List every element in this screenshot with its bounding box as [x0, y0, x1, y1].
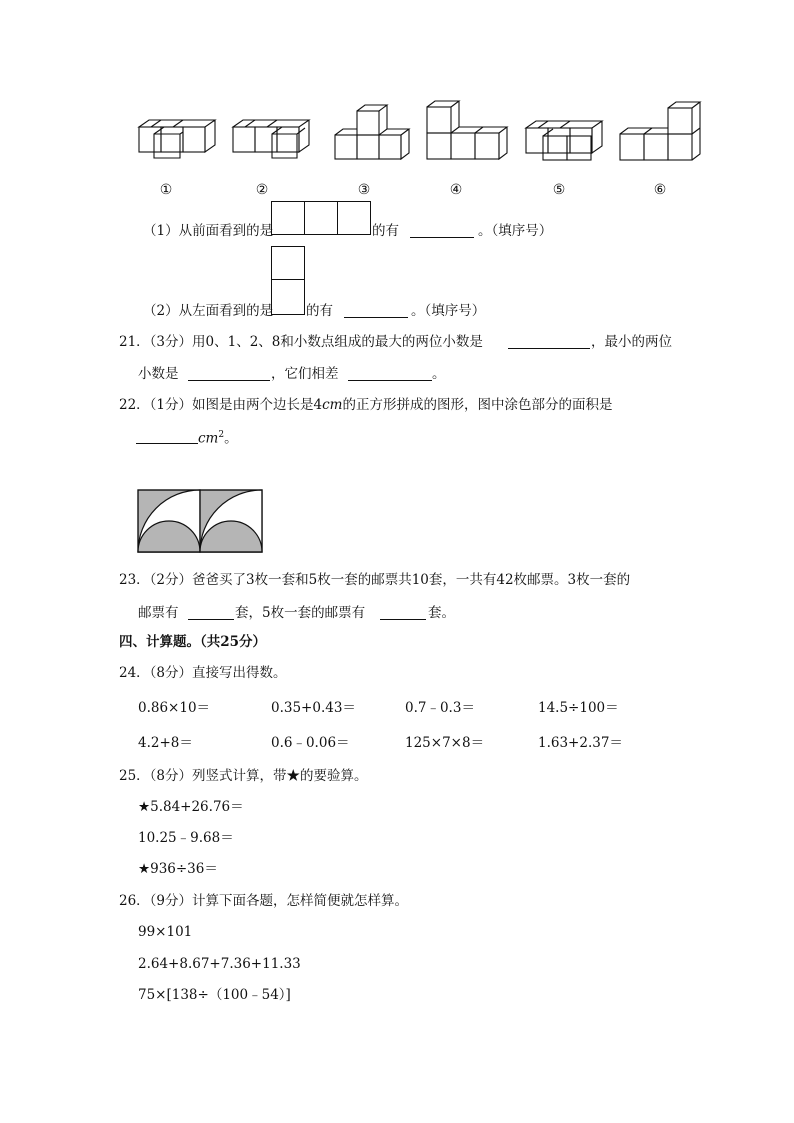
q21-diff-blank[interactable] — [348, 366, 432, 381]
q24-item: 1.63+2.37＝ — [538, 735, 623, 751]
figure-label-5: ⑤ — [552, 182, 566, 198]
figure-label-4: ④ — [449, 182, 463, 198]
q21-line1a: 21．（3分）用0、1、2、8和小数点组成的最大的两位小数是 — [119, 334, 483, 350]
q24-item: 0.86×10＝ — [138, 700, 211, 716]
q21-max-blank[interactable] — [508, 334, 590, 349]
q21-min-blank[interactable] — [188, 366, 270, 381]
q24-item: 125×7×8＝ — [405, 735, 485, 751]
q24-item: 4.2+8＝ — [138, 735, 193, 751]
q25-item: 10.25﹣9.68＝ — [138, 830, 234, 846]
q26-item: 75×[138÷（100﹣54）] — [138, 987, 291, 1003]
q21-line2a: 小数是 — [138, 366, 179, 382]
q21-line1b: ，最小的两位 — [591, 334, 672, 350]
cube-figure-4 — [427, 101, 507, 159]
q24-item: 14.5÷100＝ — [538, 700, 619, 716]
q22-end: 。 — [224, 430, 238, 447]
q20-sub2-answer-blank[interactable] — [344, 303, 408, 318]
figure-label-3: ③ — [357, 182, 371, 198]
section-4-title: 四、计算题。（共25分） — [119, 634, 267, 650]
q23-three-set-blank[interactable] — [188, 605, 234, 620]
q25-item: ★936÷36＝ — [138, 861, 218, 877]
q20-sub1-suffix: 的有 — [372, 223, 399, 239]
q24-item: 0.35+0.43＝ — [271, 700, 356, 716]
shaded-squares-figure — [137, 489, 265, 553]
q22-area-blank[interactable] — [136, 429, 198, 444]
q26-item: 2.64+8.67+7.36+11.33 — [138, 956, 301, 972]
q22-line1d: 的正方形拼成的图形，图中涂色部分的面积是 — [342, 397, 613, 413]
cube-figure-1 — [139, 120, 215, 158]
figure-label-1: ① — [159, 182, 173, 198]
figure-label-2: ② — [255, 182, 269, 198]
q25-item: ★5.84+26.76＝ — [138, 799, 244, 815]
q26-item: 99×101 — [138, 924, 193, 940]
q26-title: 26．（9分）计算下面各题，怎样简便就怎样算。 — [119, 893, 409, 909]
q22-unit-sup: 2 — [218, 430, 225, 440]
q23-line2b: 套，5枚一套的邮票有 — [235, 605, 366, 621]
cube-figure-6 — [620, 102, 700, 160]
q23-five-set-blank[interactable] — [380, 605, 426, 620]
q24-item: 0.6﹣0.06＝ — [271, 735, 350, 751]
q20-sub2-end: 。（填序号） — [411, 303, 486, 319]
cube-figure-5 — [526, 121, 602, 160]
q22-unit-wrap — [198, 426, 238, 448]
q20-sub1-answer-blank[interactable] — [410, 223, 474, 238]
q25-title: 25．（8分）列竖式计算，带★的要验算。 — [119, 768, 368, 784]
cube-figure-3 — [335, 105, 409, 159]
q24-item: 0.7﹣0.3＝ — [405, 700, 475, 716]
q21-line2b: ，它们相差 — [271, 366, 339, 382]
q22-side-value: 4 — [313, 397, 323, 413]
q20-sub2-prefix: （2）从左面看到的是 — [143, 303, 274, 319]
q21-line2c: 。 — [432, 366, 446, 382]
q23-line2c: 套。 — [428, 605, 455, 621]
q23-line2a: 邮票有 — [138, 605, 179, 621]
q24-title: 24．（8分）直接写出得数。 — [119, 665, 287, 681]
q22-side-unit: cm — [322, 397, 343, 413]
q22-unit: cm — [198, 430, 219, 447]
cube-figure-2 — [233, 120, 309, 158]
figure-label-6: ⑥ — [653, 182, 667, 198]
q23-line1: 23．（2分）爸爸买了3枚一套和5枚一套的邮票共10套，一共有42枚邮票。3枚一套的 — [119, 572, 631, 588]
q20-sub2-suffix: 的有 — [306, 303, 333, 319]
q20-sub1-prefix: （1）从前面看到的是 — [143, 223, 274, 239]
q22-line1 — [119, 396, 613, 414]
q20-sub1-end: 。（填序号） — [478, 223, 553, 239]
q22-line1a: 22．（1分）如图是由两个边长是 — [119, 397, 314, 413]
